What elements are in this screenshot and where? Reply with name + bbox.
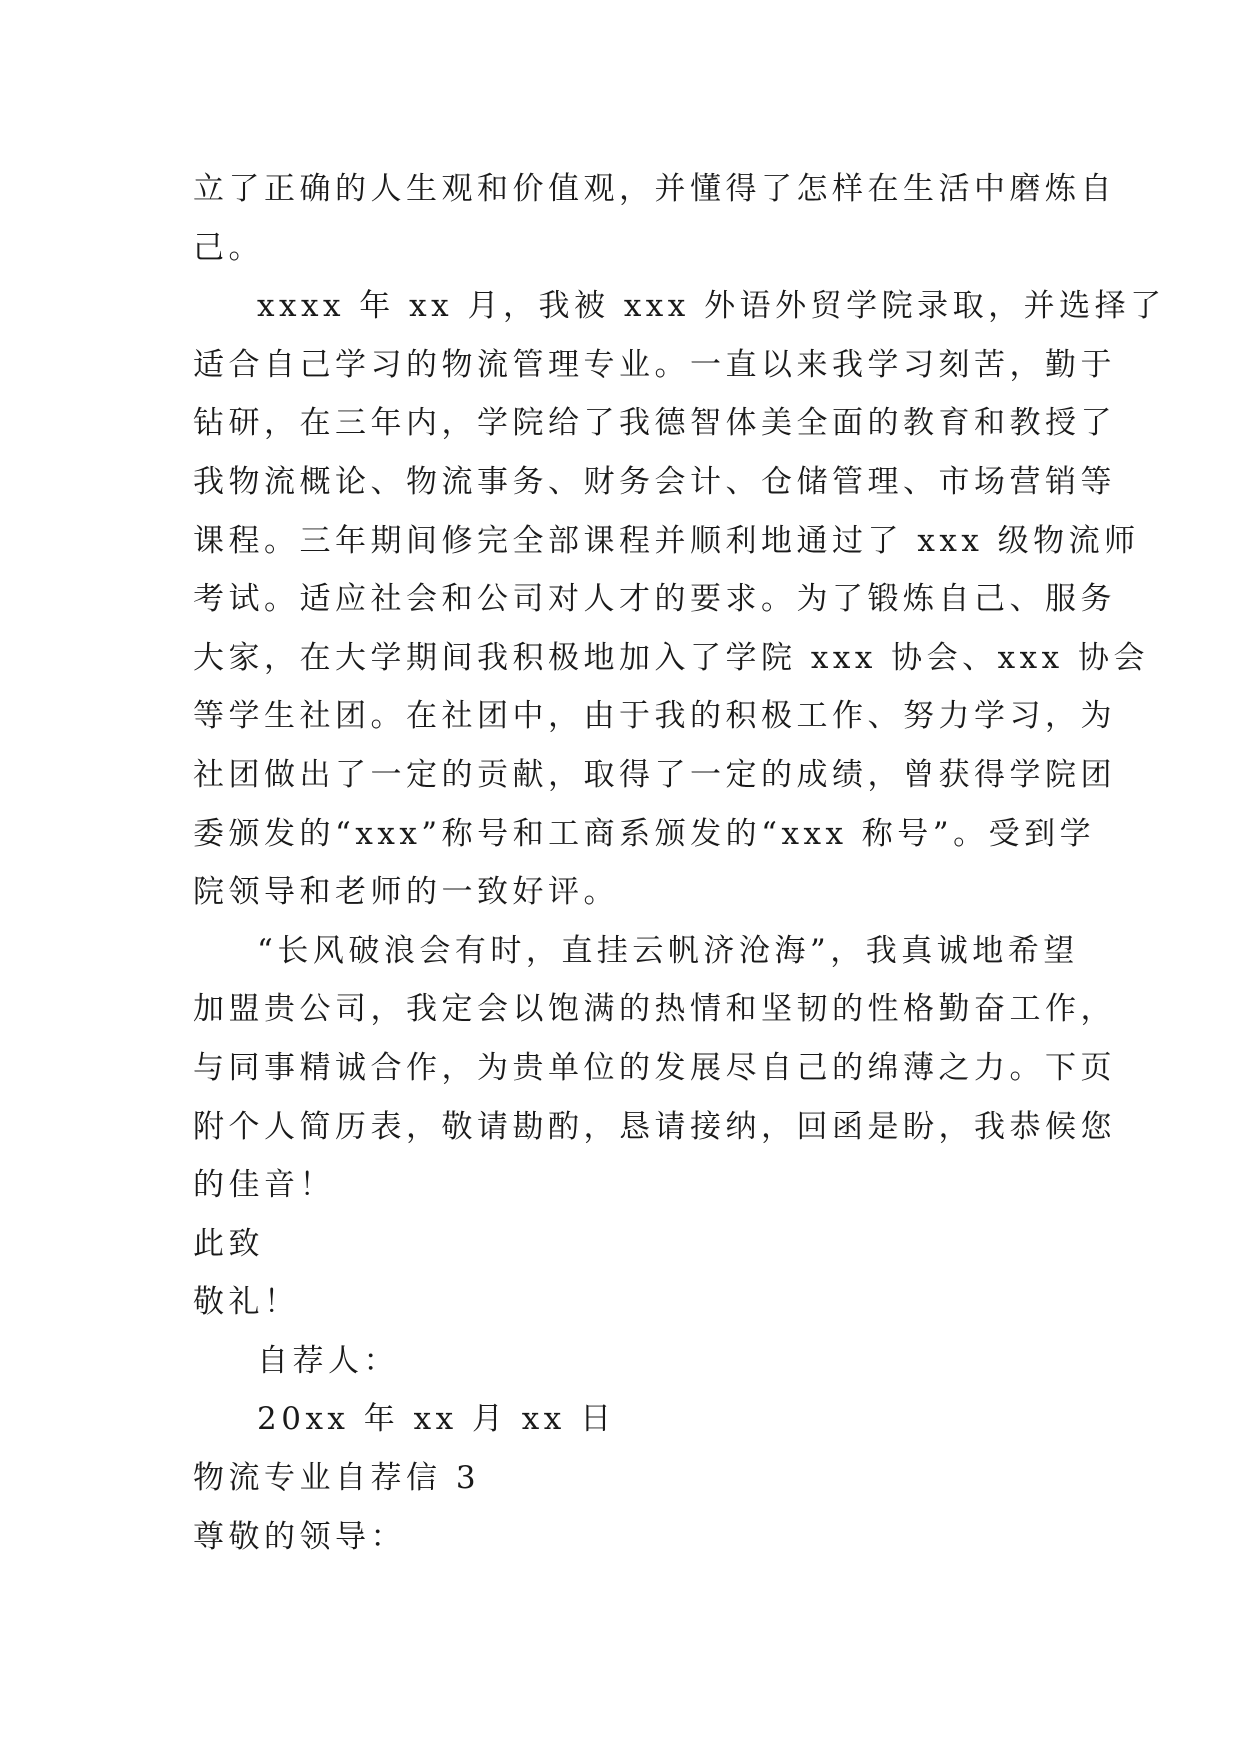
closing-regards: 敬礼！ xyxy=(193,1284,300,1321)
paragraph-line: 社团做出了一定的贡献，取得了一定的成绩，曾获得学院团 xyxy=(193,756,1116,793)
letter-body xyxy=(193,160,1166,1566)
paragraph-line: 课程。三年期间修完全部课程并顺利地通过了 xxx 级物流师 xyxy=(193,522,1140,559)
paragraph-line: 我物流概论、物流事务、财务会计、仓储管理、市场营销等 xyxy=(193,463,1116,500)
paragraph-line: 等学生社团。在社团中，由于我的积极工作、努力学习，为 xyxy=(193,698,1116,735)
paragraph-line: 与同事精诚合作，为贵单位的发展尽自己的绵薄之力。下页 xyxy=(193,1049,1116,1086)
paragraph-line: 附个人简历表，敬请勘酌，恳请接纳，回函是盼，我恭候您 xyxy=(193,1108,1116,1145)
paragraph-line: 钻研，在三年内，学院给了我德智体美全面的教育和教授了 xyxy=(193,405,1116,442)
signature-label: 自荐人： xyxy=(257,1342,399,1379)
paragraph-line: 己。 xyxy=(193,229,264,266)
paragraph-line: 的佳音！ xyxy=(193,1167,335,1204)
greeting: 尊敬的领导： xyxy=(193,1518,406,1555)
paragraph-line: 院领导和老师的一致好评。 xyxy=(193,874,619,911)
paragraph-line: 委颁发的“xxx”称号和工商系颁发的“xxx 称号”。受到学 xyxy=(193,815,1096,852)
paragraph-line: 考试。适应社会和公司对人才的要求。为了锻炼自己、服务 xyxy=(193,581,1116,618)
paragraph-line: 大家，在大学期间我积极地加入了学院 xxx 协会、xxx 协会 xyxy=(193,639,1149,676)
paragraph-line: 立了正确的人生观和价值观，并懂得了怎样在生活中磨炼自 xyxy=(193,171,1116,207)
paragraph-line: 加盟贵公司，我定会以饱满的热情和坚韧的性格勤奋工作， xyxy=(193,991,1116,1028)
signature-date: 20xx 年 xx 月 xx 日 xyxy=(257,1401,616,1438)
closing-salutation: 此致 xyxy=(193,1225,264,1262)
section-title: 物流专业自荐信 3 xyxy=(193,1460,481,1497)
paragraph-line: 适合自己学习的物流管理专业。一直以来我学习刻苦，勤于 xyxy=(193,346,1116,383)
paragraph-line: xxxx 年 xx 月，我被 xxx 外语外贸学院录取，并选择了 xyxy=(257,288,1166,325)
paragraph-line: “长风破浪会有时，直挂云帆济沧海”，我真诚地希望 xyxy=(257,932,1079,969)
